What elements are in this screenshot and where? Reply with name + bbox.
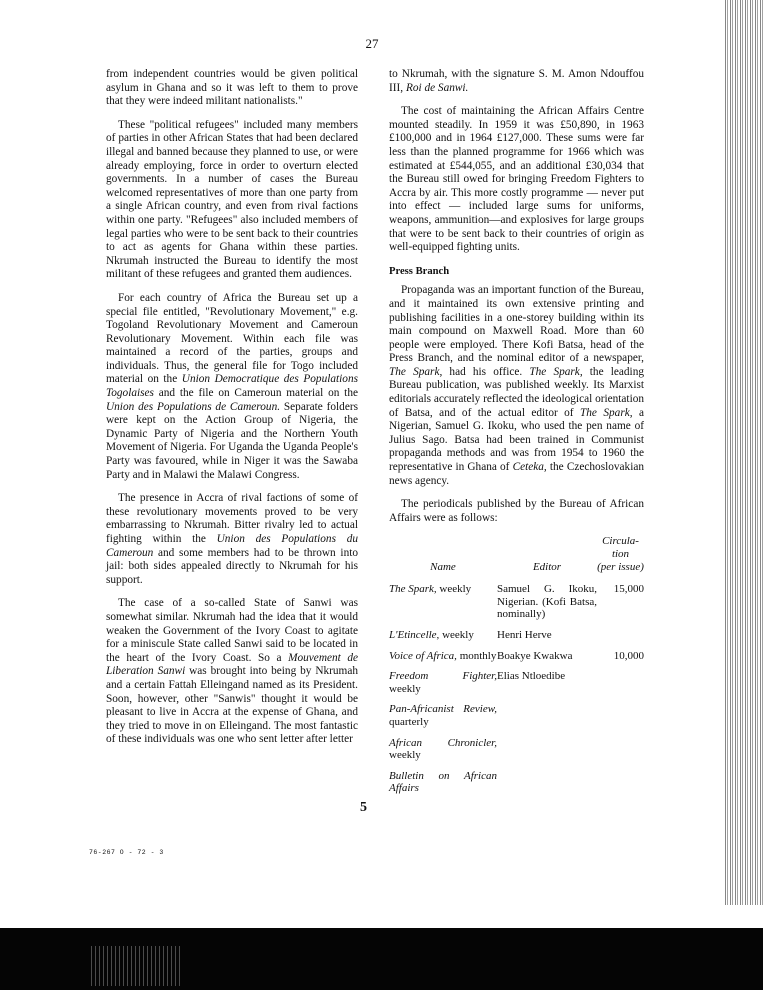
italic-run: Union des Populations du Cameroun [106, 533, 358, 559]
table-row [389, 650, 644, 671]
print-code: 76-267 O - 72 - 3 [89, 849, 164, 856]
cell-editor: Henri Herve [497, 628, 552, 641]
paragraph [106, 597, 358, 747]
text-run: For each country of Africa the Bureau set up a special file entitled, "Revolutionary Movement," e.g. Togoland Revolutionary Movement and Cameroun Revolutionary Movement. Within each file was maintained a record of the parties, groups and individuals. Thus, the general file for Togo included material on the [106, 291, 358, 386]
header-line: tion [611, 548, 630, 560]
italic-run: Union des Populations de Cameroun. [106, 400, 281, 413]
header-line: Circula- [602, 535, 639, 548]
cell-name [389, 737, 497, 770]
text-run: Separate folders were kept on the Action Group of Nigeria, the Dynamic Party of Nigeria and the Northern Youth Movement of Nigeria. For Uganda the Uganda People's Party was favoured, while in Niger it was the Sawaba Party and in Malawi the Malawi Congress. [106, 400, 358, 481]
table-row [389, 583, 644, 629]
page-number-bottom: 5 [360, 800, 367, 815]
periodicals-table [389, 535, 644, 803]
paragraph: These "political refugees" included many members of parties in other African States that had been declared illegal and banned because they planned to use, or were already employing, force in order to overturn elected governments. In a number of cases the Bureau welcomed representatives of more than one party from a single African country, and even from rival factions within one party. "Refugees" also included members of legal parties who were to be sent back to their countries to act as agents for Ghana within these parties. Nkrumah instructed the Bureau to identify the most militant of these refugees and granted them audiences. [106, 118, 358, 281]
left-column [106, 68, 358, 757]
table-row [389, 629, 644, 650]
cell-circulation [597, 770, 644, 803]
text-run: and some members had to be thrown into jail: both sides appealed directly to Nkrumah for his support. [106, 546, 358, 586]
cell-circulation [597, 629, 644, 650]
cell-editor [497, 770, 597, 803]
italic-run: Pan-Africanist Review, [389, 703, 497, 716]
text-run: was brought into being by Nkrumah and a certain Fattah Elleingand named as its President. Soon, however, other "Sanwis" thought it would be pleasant to live in Accra at the expense of Ghana, and they tried to move in on Elleingand. The most fantastic of these individuals was one who sent letter after letter [106, 665, 358, 746]
table-row [389, 670, 644, 703]
italic-run: L'Etincelle, [389, 628, 440, 641]
italic-run: Mouvement de Liberation Sanwi [106, 651, 358, 678]
paragraph [389, 284, 644, 488]
column-header-name: Name [430, 560, 456, 573]
cell-editor [497, 737, 597, 770]
italic-run: The Spark, [580, 406, 633, 419]
scan-edge-artifact [723, 0, 763, 905]
cell-editor: Elias Ntloedibe [497, 670, 566, 683]
cell-editor [497, 703, 597, 736]
paragraph: from independent countries would be given political asylum in Ghana and so it was left to them to prove that they were indeed militant nationalists." [106, 68, 358, 108]
scan-noise [88, 946, 183, 986]
page-number-top: 27 [365, 36, 379, 51]
text-run: weekly [389, 682, 421, 695]
italic-run: African Chronicler, [389, 736, 497, 749]
cell-circulation [597, 670, 644, 703]
text-run: weekly [436, 583, 472, 596]
paragraph [106, 292, 358, 482]
cell-name [389, 650, 497, 671]
table-row [389, 737, 644, 770]
cell-name [389, 583, 497, 629]
italic-run: Union Democratique des Populations Togolaises [106, 373, 358, 400]
text-run: Propaganda was an important function of the Bureau, and it maintained its own extensive printing and publishing facilities in a one-storey building within its main compound on Maxwell Road. More than 60 people were employed. There Kofi Batsa, head of the Press Branch, and the nominal editor of a newspaper, [389, 284, 644, 365]
cell-circulation: 10,000 [613, 649, 644, 662]
text-run: the Czechoslovakian news agency. [389, 461, 644, 487]
cell-name [389, 703, 497, 736]
cell-circulation [597, 703, 644, 736]
cell-name [389, 670, 497, 703]
italic-run: Freedom Fighter, [389, 670, 497, 683]
italic-run: The Spark, [389, 365, 443, 378]
text-run: weekly [439, 628, 474, 641]
italic-run: Voice of Africa, [389, 649, 457, 662]
paragraph: The cost of maintaining the African Affairs Centre mounted steadily. In 1959 it was £50,890, in 1963 £100,000 and in 1964 £127,000. These sums were far less than the planned programme for 1966 which was estimated at £544,055, and an additional £30,034 that the Bureau still owed for bringing Freedom Fighters to Accra by air. This more costly programme — never put into effect — included large sums for uniforms, weapons, ammunition—and explosives for large groups that were to be sent back to their countries of origin as well-equipped fighting units. [389, 105, 644, 254]
italic-run: The Spark, [389, 583, 437, 596]
paragraph: The periodicals published by the Bureau of African Affairs were as follows: [389, 498, 644, 524]
header-line: (per issue) [597, 560, 644, 573]
text-run: to Nkrumah, with the signature S. M. Amon Ndouffou III, [389, 68, 644, 94]
section-heading: Press Branch [389, 265, 450, 277]
cell-name [389, 770, 497, 803]
italic-run: Ceteka, [512, 461, 547, 474]
right-column [389, 68, 644, 803]
column-header-editor: Editor [532, 560, 562, 573]
cell-name [389, 629, 497, 650]
scan-margin [0, 908, 763, 928]
text-run: had his office. [442, 365, 530, 378]
cell-editor: Boakye Kwakwa [497, 649, 573, 662]
text-run: the leading Bureau publication, was published weekly. Its Marxist editorials accurately reflected the ideological orientation of Batsa, and of the actual editor of [389, 365, 645, 419]
table-row [389, 770, 644, 803]
paragraph [389, 68, 644, 95]
italic-run: The Spark, [529, 365, 583, 378]
text-run: weekly [389, 749, 421, 762]
cell-editor: Samuel G. Ikoku, Nigerian. (Kofi Batsa, nominally) [497, 583, 597, 621]
italic-run: Bulletin on African Affairs [389, 769, 497, 795]
column-header-circulation [597, 535, 644, 583]
text-run: The presence in Accra of rival factions of some of these revolutionary movements proved to be very embarrassing to Nkrumah. Bitter rivalry led to actual fighting within the [106, 492, 358, 545]
text-run: a Nigerian, Samuel G. Ikoku, who used the pen name of Julius Sago. Batsa had been trained in Communist propaganda methods and was from 1954 to 1960 the representative in Ghana of [389, 406, 645, 474]
paragraph [106, 492, 358, 587]
text-run: quarterly [389, 715, 429, 728]
text-run: and the file on Cameroun material on the [153, 387, 358, 400]
cell-circulation: 15,000 [613, 583, 644, 596]
italic-run: Roi de Sanwi. [405, 81, 469, 94]
table-row [389, 703, 644, 736]
cell-circulation [597, 737, 644, 770]
text-run: The case of a so-called State of Sanwi was somewhat similar. Nkrumah had the idea that it would weaken the Government of the Ivory Coast to agitate for a miniscule State called Sanwi said to be located in the heart of the Ivory Coast. So a [106, 597, 358, 664]
table-header-row [389, 535, 644, 583]
text-run: monthly [456, 649, 497, 662]
